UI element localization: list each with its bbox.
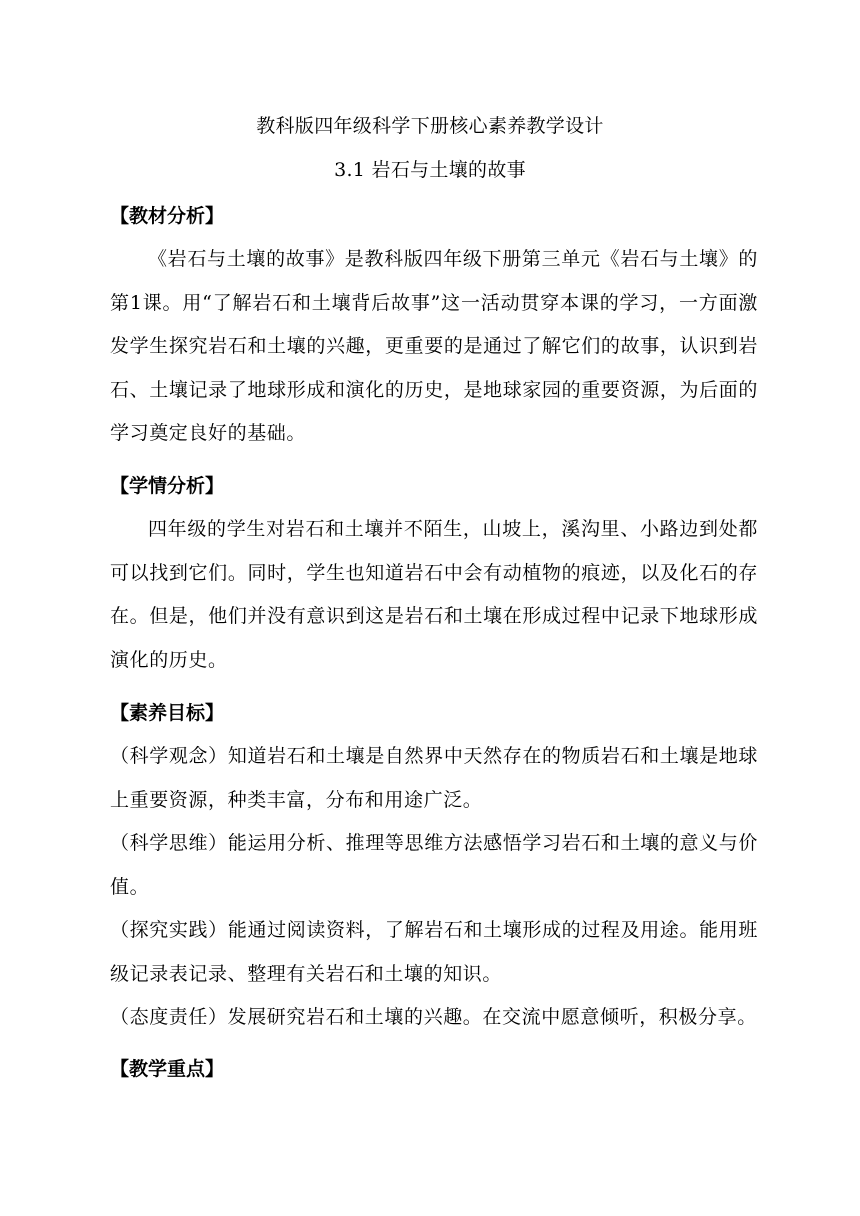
- section-heading-teaching-focus: 【教学重点】: [110, 1058, 225, 1080]
- student-analysis-paragraph: 四年级的学生对岩石和土壤并不陌生，山坡上，溪沟里、小路边到处都可以找到它们。同时，学生也知道岩石中会有动植物的痕迹，以及化石的存在。但是，他们并没有意识到这是岩石和土壤在形成过程中记录下地球形成演化的历史。: [110, 518, 758, 671]
- goal-scientific-concept: （科学观念）知道岩石和土壤是自然界中天然存在的物质岩石和土壤是地球上重要资源，种类丰富，分布和用途广泛。: [110, 745, 758, 811]
- lesson-title: 3.1 岩石与土壤的故事: [334, 159, 526, 181]
- goal-attitude-responsibility: （态度责任）发展研究岩石和土壤的兴趣。在交流中愿意倾听，积极分享。: [110, 1006, 757, 1028]
- textbook-analysis-paragraph: 《岩石与土壤的故事》是教科版四年级下册第三单元《岩石与土壤》的第1课。用“了解岩石和土壤背后故事”这一活动贯穿本课的学习，一方面激发学生探究岩石和土壤的兴趣，更重要的是通过了解它们的故事，认识到岩石、土壤记录了地球形成和演化的历史，是地球家园的重要资源，为后面的学习奠定良好的基础。: [110, 248, 758, 444]
- section-heading-literacy-goals: 【素养目标】: [110, 702, 225, 724]
- section-heading-student-analysis: 【学情分析】: [110, 475, 225, 497]
- goal-inquiry-practice: （探究实践）能通过阅读资料，了解岩石和土壤形成的过程及用途。能用班级记录表记录、整理有关岩石和土壤的知识。: [110, 919, 758, 985]
- section-heading-textbook-analysis: 【教材分析】: [110, 205, 225, 227]
- document-title: 教科版四年级科学下册核心素养教学设计: [256, 115, 604, 137]
- goal-scientific-thinking: （科学思维）能运用分析、推理等思维方法感悟学习岩石和土壤的意义与价值。: [110, 832, 758, 898]
